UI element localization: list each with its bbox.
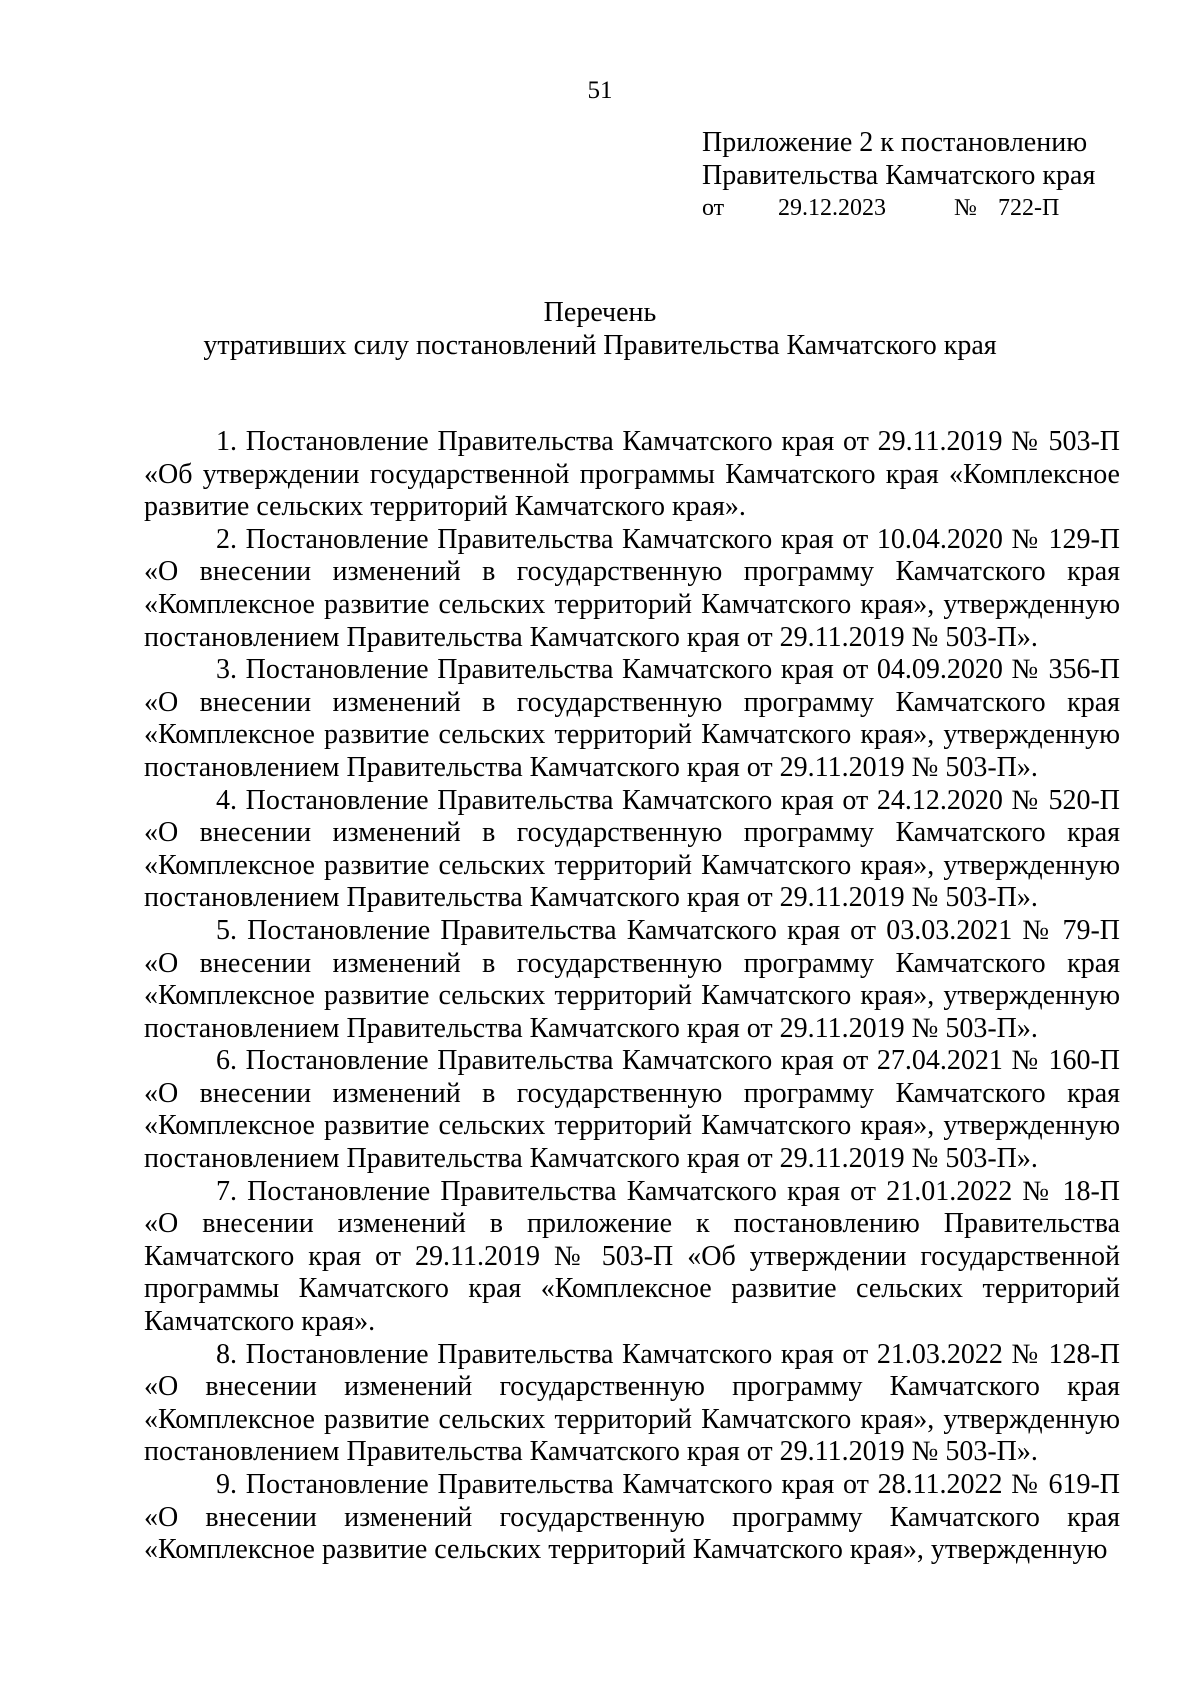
document-title — [0, 296, 1200, 362]
list-item-1: 1. Постановление Правительства Камчатского края от 29.11.2019 № 503-П «Об утверждении государственной программы Камчатского края «Комплексное развитие сельских территорий Камчатского края». — [144, 426, 1120, 523]
appendix-number: 722-П — [998, 195, 1060, 221]
appendix-line-1: Приложение 2 к постановлению — [702, 127, 1088, 158]
appendix-from-label: от — [702, 195, 725, 221]
title-line-2: утративших силу постановлений Правительства Камчатского края — [203, 330, 997, 361]
list-item-8: 8. Постановление Правительства Камчатского края от 21.03.2022 № 128-П «О внесении изменений государственную программу Камчатского края «Комплексное развитие сельских территорий Камчатского края», утвержденную постановлением Правительства Камчатского края от 29.11.2019 № 503-П». — [144, 1338, 1120, 1468]
appendix-line-2: Правительства Камчатского края — [702, 160, 1096, 191]
list-item-5: 5. Постановление Правительства Камчатского края от 03.03.2021 № 79-П «О внесении изменений в государственную программу Камчатского края «Комплексное развитие сельских территорий Камчатского края», утвержденную постановлением Правительства Камчатского края от 29.11.2019 № 503-П». — [144, 914, 1120, 1044]
list-item-6: 6. Постановление Правительства Камчатского края от 27.04.2021 № 160-П «О внесении изменений в государственную программу Камчатского края «Комплексное развитие сельских территорий Камчатского края», утвержденную постановлением Правительства Камчатского края от 29.11.2019 № 503-П». — [144, 1045, 1120, 1175]
appendix-date: 29.12.2023 — [778, 195, 886, 221]
repealed-acts-list — [144, 426, 1120, 1567]
appendix-number-sign: № — [954, 195, 977, 221]
appendix-header — [702, 126, 1095, 225]
list-item-9: 9. Постановление Правительства Камчатского края от 28.11.2022 № 619-П «О внесении изменений государственную программу Камчатского края «Комплексное развитие сельских территорий Камчатского края», утвержденную — [144, 1469, 1120, 1566]
page-number: 51 — [587, 77, 613, 104]
list-item-7: 7. Постановление Правительства Камчатского края от 21.01.2022 № 18-П «О внесении изменений в приложение к постановлению Правительства Камчатского края от 29.11.2019 № 503-П «Об утверждении государственной программы Камчатского края «Комплексное развитие сельских территорий Камчатского края». — [144, 1175, 1120, 1338]
list-item-3: 3. Постановление Правительства Камчатского края от 04.09.2020 № 356-П «О внесении изменений в государственную программу Камчатского края «Комплексное развитие сельских территорий Камчатского края», утвержденную постановлением Правительства Камчатского края от 29.11.2019 № 503-П». — [144, 654, 1120, 783]
title-line-1: Перечень — [543, 297, 657, 328]
list-item-4: 4. Постановление Правительства Камчатского края от 24.12.2020 № 520-П «О внесении изменений в государственную программу Камчатского края «Комплексное развитие сельских территорий Камчатского края», утвержденную постановлением Правительства Камчатского края от 29.11.2019 № 503-П». — [144, 784, 1120, 914]
list-item-2: 2. Постановление Правительства Камчатского края от 10.04.2020 № 129-П «О внесении изменений в государственную программу Камчатского края «Комплексное развитие сельских территорий Камчатского края», утвержденную постановлением Правительства Камчатского края от 29.11.2019 № 503-П». — [144, 523, 1120, 653]
appendix-date-line — [702, 192, 1095, 225]
